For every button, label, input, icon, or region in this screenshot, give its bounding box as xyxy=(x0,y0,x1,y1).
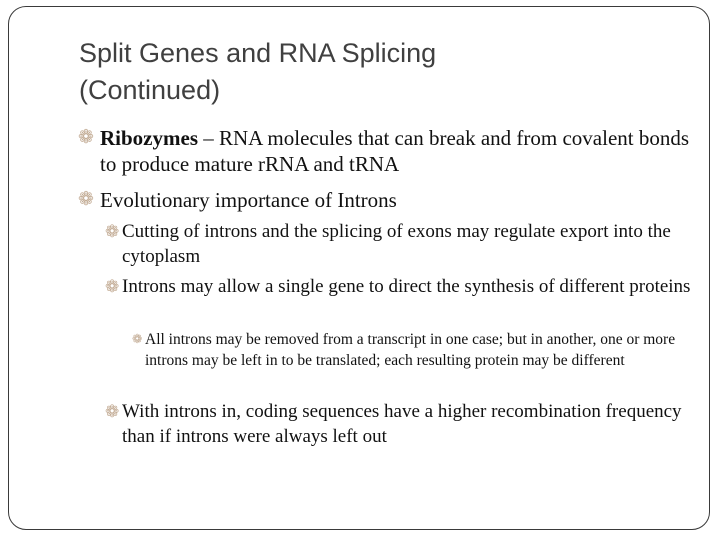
bullet-text: Introns may allow a single gene to direct the synthesis of different proteins xyxy=(122,276,691,297)
curl-bullet-icon: ❁ xyxy=(132,332,143,346)
slide-frame xyxy=(8,6,710,530)
bullet-item-single-gene xyxy=(105,274,692,299)
curl-bullet-icon: ❁ xyxy=(78,189,94,210)
bullet-item-cutting xyxy=(105,219,692,269)
bullet-item-ribozymes xyxy=(78,125,700,177)
curl-bullet-icon: ❁ xyxy=(78,127,94,148)
bullet-text: Cutting of introns and the splicing of exons may regulate export into the cytoplasm xyxy=(122,221,671,267)
bullet-item-recombination xyxy=(105,399,692,449)
slide-title xyxy=(79,35,679,109)
curl-bullet-icon: ❁ xyxy=(105,277,120,296)
curl-bullet-icon: ❁ xyxy=(105,222,120,241)
bullet-text-rest: – RNA molecules that can break and from covalent bonds to produce mature rRNA and tRNA xyxy=(100,126,690,176)
title-line-2: (Continued) xyxy=(79,75,221,105)
title-line-1: Split Genes and RNA Splicing xyxy=(79,38,437,68)
bullet-text: With introns in, coding sequences have a higher recombination frequency than if introns were always left out xyxy=(122,401,682,447)
bullet-item-evolutionary xyxy=(78,187,700,213)
bullet-item-all-introns xyxy=(132,329,685,371)
bold-term: Ribozymes xyxy=(100,126,198,150)
bullet-text: All introns may be removed from a transcript in one case; but in another, one or more introns may be left in to be translated; each resulting protein may be different xyxy=(145,331,676,369)
bullet-text: Evolutionary importance of Introns xyxy=(100,188,397,212)
curl-bullet-icon: ❁ xyxy=(105,402,120,421)
bullet-text xyxy=(100,125,700,177)
